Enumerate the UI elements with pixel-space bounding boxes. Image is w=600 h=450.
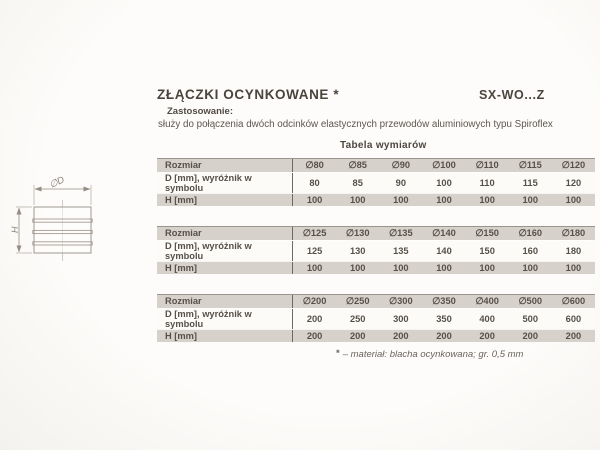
- value-cell: 400: [479, 313, 495, 324]
- value-cell: 100: [393, 262, 409, 273]
- value-cell: 100: [565, 194, 582, 205]
- value-cell: 100: [349, 262, 366, 273]
- value-cell: 350: [436, 313, 452, 324]
- h-row: [157, 329, 595, 343]
- value-cell: 100: [436, 194, 452, 205]
- diameter-label: ∅D: [47, 174, 67, 191]
- value-cell: ∅160: [518, 227, 543, 238]
- value-cell: 100: [522, 194, 539, 205]
- value-cell: ∅130: [345, 227, 370, 238]
- value-cell: 100: [565, 262, 582, 273]
- value-cell: ∅115: [518, 159, 542, 170]
- row-values: [292, 227, 595, 240]
- row-label: D [mm], wyróżnik w symbolu: [165, 240, 252, 261]
- value-cell: ∅400: [475, 295, 499, 306]
- value-cell: ∅150: [475, 227, 499, 238]
- value-cell: 135: [393, 245, 409, 256]
- value-cell: 200: [306, 313, 323, 324]
- height-label: H: [10, 226, 20, 233]
- size-row: [157, 295, 595, 308]
- material-footnote: [336, 349, 523, 360]
- row-label: Rozmiar: [165, 228, 202, 239]
- value-cell: ∅200: [302, 295, 327, 306]
- d-row: [157, 308, 595, 329]
- size-row: [157, 159, 595, 172]
- value-cell: 100: [349, 194, 366, 205]
- value-cell: 200: [522, 330, 539, 341]
- value-cell: 120: [565, 177, 582, 188]
- row-label: H [mm]: [165, 262, 198, 273]
- row-label: Rozmiar: [165, 160, 202, 171]
- value-cell: 180: [565, 245, 582, 256]
- value-cell: ∅90: [391, 159, 411, 170]
- value-cell: ∅125: [302, 227, 327, 238]
- row-values: [292, 295, 595, 308]
- dimension-table-large: [157, 294, 595, 342]
- table-caption: Tabela wymiarów: [340, 140, 427, 151]
- footnote-marker: *: [336, 348, 340, 359]
- application-description: służy do połączenia dwóch odcinków elastycznych przewodów aluminiowych typu Spiroflex: [158, 119, 553, 130]
- value-cell: 100: [479, 194, 495, 205]
- row-values: [292, 330, 595, 343]
- value-cell: 300: [393, 313, 409, 324]
- value-cell: 100: [306, 194, 323, 205]
- value-cell: 100: [522, 262, 539, 273]
- value-cell: 125: [306, 245, 323, 256]
- value-cell: 110: [479, 177, 495, 188]
- row-values: [292, 194, 595, 207]
- d-row: [157, 240, 595, 261]
- row-values: [292, 173, 595, 193]
- value-cell: 200: [393, 330, 409, 341]
- value-cell: ∅110: [475, 159, 499, 170]
- page-title: ZŁĄCZKI OCYNKOWANE *: [157, 87, 340, 102]
- value-cell: 500: [522, 313, 539, 324]
- value-cell: 140: [436, 245, 452, 256]
- value-cell: 85: [352, 177, 363, 188]
- value-cell: 200: [565, 330, 582, 341]
- h-row: [157, 193, 595, 207]
- value-cell: 100: [479, 262, 495, 273]
- row-label: D [mm], wyróżnik w symbolu: [165, 308, 252, 329]
- value-cell: ∅140: [432, 227, 456, 238]
- value-cell: 600: [565, 313, 582, 324]
- value-cell: ∅350: [432, 295, 456, 306]
- row-values: [292, 309, 595, 329]
- value-cell: 100: [306, 262, 323, 273]
- value-cell: 115: [522, 177, 538, 188]
- value-cell: ∅135: [389, 227, 413, 238]
- footnote-text: – materiał: blacha ocynkowana; gr. 0,5 mm: [342, 349, 524, 360]
- row-values: [292, 262, 595, 275]
- h-row: [157, 261, 595, 275]
- value-cell: 250: [349, 313, 366, 324]
- row-label: H [mm]: [165, 194, 198, 205]
- d-row: [157, 172, 595, 193]
- dimension-table-medium: [157, 226, 595, 274]
- application-heading: Zastosowanie:: [167, 106, 233, 117]
- value-cell: ∅100: [432, 159, 456, 170]
- row-values: [292, 159, 595, 172]
- value-cell: 130: [349, 245, 366, 256]
- row-label: Rozmiar: [165, 296, 202, 307]
- value-cell: 160: [522, 245, 539, 256]
- row-label: D [mm], wyróżnik w symbolu: [165, 172, 252, 193]
- value-cell: ∅120: [561, 159, 586, 170]
- dimension-table-small: [157, 158, 595, 206]
- value-cell: ∅500: [518, 295, 543, 306]
- size-row: [157, 227, 595, 240]
- value-cell: ∅300: [389, 295, 413, 306]
- value-cell: 150: [479, 245, 495, 256]
- product-code: SX-WO...Z: [479, 88, 545, 102]
- value-cell: 80: [309, 177, 320, 188]
- connector-technical-drawing: [5, 158, 135, 298]
- value-cell: 90: [395, 177, 407, 188]
- row-label: H [mm]: [165, 330, 198, 341]
- value-cell: 100: [436, 177, 452, 188]
- value-cell: ∅85: [348, 159, 367, 170]
- dimension-tables: [157, 158, 595, 362]
- value-cell: ∅600: [561, 295, 586, 306]
- row-values: [292, 241, 595, 261]
- value-cell: 200: [436, 330, 452, 341]
- value-cell: 200: [479, 330, 495, 341]
- value-cell: 200: [349, 330, 366, 341]
- value-cell: ∅180: [561, 227, 586, 238]
- value-cell: 100: [436, 262, 452, 273]
- value-cell: ∅80: [305, 159, 324, 170]
- value-cell: 200: [306, 330, 323, 341]
- value-cell: 100: [393, 194, 409, 205]
- value-cell: ∅250: [345, 295, 370, 306]
